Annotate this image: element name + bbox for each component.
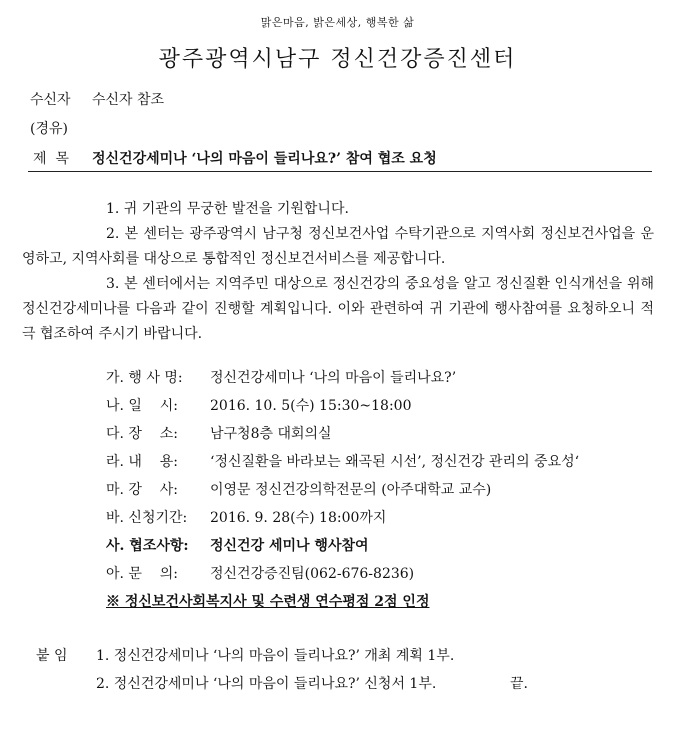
via-label: (경유)	[30, 121, 68, 137]
detail-label-place: 다. 장 소:	[106, 426, 178, 442]
end-mark: 끝.	[510, 676, 528, 692]
detail-value-date: 2016. 10. 5(수) 15:30~18:00	[210, 398, 412, 414]
detail-label-content: 라. 내 용:	[106, 454, 178, 470]
subject-value: 정신건강세미나 ‘나의 마음이 들리나요?’ 참여 협조 요청	[92, 151, 437, 167]
detail-value-place: 남구청8층 대회의실	[210, 426, 332, 442]
detail-value-period: 2016. 9. 28(수) 18:00까지	[210, 510, 387, 526]
paragraph-1: 1. 귀 기관의 무궁한 발전을 기원합니다.	[106, 201, 349, 217]
detail-label-speaker: 마. 강 사:	[106, 482, 178, 498]
attachment-item-2: 2. 정신건강세미나 ‘나의 마음이 들리나요?’ 신청서 1부.	[96, 676, 437, 692]
detail-label-contact: 아. 문 의:	[106, 566, 178, 582]
paragraph-2: 2. 본 센터는 광주광역시 남구청 정신보건사업 수탁기관으로 지역사회 정신보건사업을 운영하고, 지역사회를 대상으로 통합적인 정신보건서비스를 제공합니다.	[22, 226, 654, 267]
recipient-value: 수신자 참조	[92, 92, 165, 108]
credit-note: ※ 정신보건사회복지사 및 수련생 연수평점 2점 인정	[106, 594, 430, 610]
detail-value-event: 정신건강세미나 ‘나의 마음이 들리나요?’	[210, 370, 457, 386]
subject-label: 제 목	[33, 151, 69, 167]
header-divider	[28, 171, 652, 172]
detail-value-cooperation: 정신건강 세미나 행사참여	[210, 538, 369, 554]
paragraph-3: 3. 본 센터에서는 지역주민 대상으로 정신건강의 중요성을 알고 정신질환 인식개선을 위해 정신건강세미나를 다음과 같이 진행할 계획입니다. 이와 관련하여 귀 기관에 행사참여를 요청하오니 적극 협조하여 주시기 바랍니다.	[22, 276, 654, 342]
detail-label-cooperation: 사. 협조사항:	[106, 538, 189, 554]
recipient-label: 수신자	[30, 92, 71, 108]
detail-value-content: ‘정신질환을 바라보는 왜곡된 시선’, 정신건강 관리의 중요성‘	[210, 454, 580, 470]
detail-value-contact: 정신건강증진팀(062-676-8236)	[210, 566, 415, 582]
detail-label-period: 바. 신청기간:	[106, 510, 188, 526]
organization-title: 광주광역시남구 정신건강증진센터	[158, 47, 517, 72]
detail-label-date: 나. 일 시:	[106, 398, 178, 414]
detail-label-event: 가. 행 사 명:	[106, 370, 183, 386]
attachment-label: 붙 임	[36, 648, 68, 664]
detail-value-speaker: 이영문 정신건강의학전문의 (아주대학교 교수)	[210, 482, 492, 498]
slogan: 맑은마음, 밝은세상, 행복한 삶	[260, 16, 415, 29]
attachment-item-1: 1. 정신건강세미나 ‘나의 마음이 들리나요?’ 개최 계획 1부.	[96, 648, 455, 664]
